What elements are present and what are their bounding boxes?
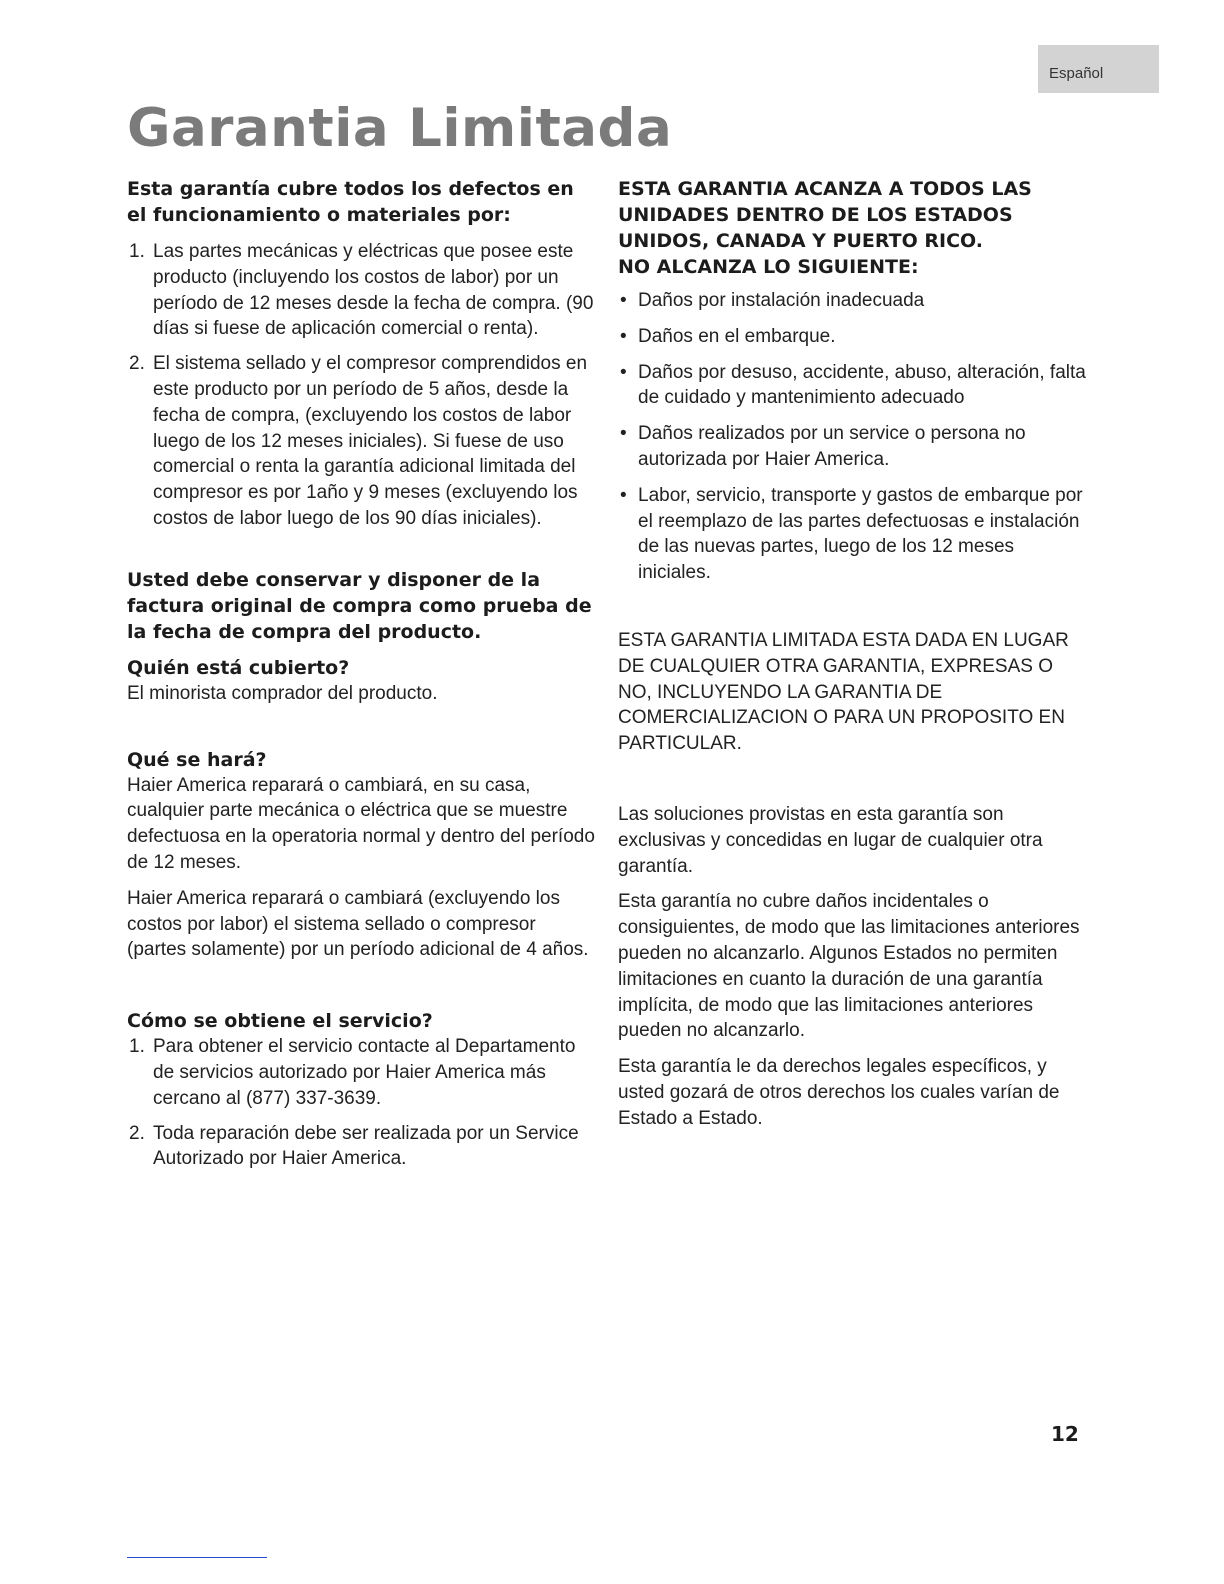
page-title: Garantia Limitada: [127, 98, 673, 159]
list-item: [618, 421, 1088, 473]
list-item: [127, 351, 597, 532]
list-text: Daños realizados por un service o persona no autorizada por Haier America.: [638, 423, 1026, 470]
exclusions-list: [618, 288, 1088, 586]
list-item: [127, 1121, 597, 1173]
coverage-heading: Esta garantía cubre todos los defectos en el funcionamiento o materiales por:: [127, 178, 574, 226]
bullet-icon: •: [620, 361, 627, 383]
done-paragraph-2: Haier America reparará o cambiará (excluyendo los costos por labor) el sistema sellado o compresor (partes solamente) por un período adicional de 4 años.: [127, 887, 589, 961]
covered-heading: Quién está cubierto?: [127, 656, 350, 679]
coverage-list: [127, 239, 597, 532]
list-text: Daños por desuso, accidente, abuso, alteración, falta de cuidado y mantenimiento adecuado: [638, 361, 1086, 409]
list-number: 1.: [129, 1036, 145, 1058]
list-item: [127, 239, 597, 342]
service-heading: Cómo se obtiene el servicio?: [127, 1010, 433, 1033]
done-paragraph-1: Haier America reparará o cambiará, en su casa, cualquier parte mecánica o eléctrica que se muestre defectuosa en la operatoria normal y dentro del período de 12 meses.: [127, 774, 595, 873]
list-item: [618, 360, 1088, 412]
receipt-heading: Usted debe conservar y disponer de la factura original de compra como prueba de la fecha de compra del producto.: [127, 568, 592, 643]
list-text: Daños por instalación inadecuada: [638, 290, 925, 311]
done-heading: Qué se hará?: [127, 748, 267, 771]
list-text: Daños en el embarque.: [638, 325, 836, 347]
list-text: Toda reparación debe ser realizada por un Service Autorizado por Haier America.: [153, 1122, 579, 1170]
left-column: [127, 176, 597, 1172]
incidental-paragraph: Esta garantía no cubre daños incidentales o consiguientes, de modo que las limitaciones anteriores pueden no alcanzarlo. Algunos Estados no permiten limitaciones en cuanto la duración de una garantía implícita, de modo que las limitaciones anteriores pueden no alcanzarlo.: [618, 891, 1080, 1042]
exclusions-heading: NO ALCANZA LO SIGUIENTE:: [618, 256, 919, 278]
bullet-icon: •: [620, 290, 627, 311]
list-text: Labor, servicio, transporte y gastos de embarque por el reemplazo de las partes defectuosas e instalación de las nuevas partes, luego de los 12 meses iniciales.: [638, 484, 1083, 584]
service-list: [127, 1034, 597, 1172]
list-text: El sistema sellado y el compresor comprendidos en este producto por un período de 5 años, desde la fecha de compra, (excluyendo los costos de labor luego de los 12 meses iniciales). Si fuese de uso comercial o renta la garantía adicional limitada del compresor es por 1año y 9 meses (excluyendo los costos de labor luego de los 90 días iniciales).: [153, 353, 588, 529]
list-item: [618, 483, 1088, 586]
language-tab: Español: [1038, 45, 1159, 93]
list-number: 2.: [129, 1122, 145, 1144]
scope-heading: ESTA GARANTIA ACANZA A TODOS LAS UNIDADES DENTRO DE LOS ESTADOS UNIDOS, CANADA Y PUERTO RICO.: [618, 178, 1032, 252]
list-text: Para obtener el servicio contacte al Departamento de servicios autorizado por Haier America más cercano al (877) 337-3639.: [153, 1036, 576, 1109]
list-number: 2.: [129, 353, 145, 375]
solutions-paragraph: Las soluciones provistas en esta garantía son exclusivas y concedidas en lugar de cualquier otra garantía.: [618, 803, 1043, 877]
bullet-icon: •: [620, 325, 627, 347]
list-item: [127, 1034, 597, 1111]
list-number: 1.: [129, 241, 145, 262]
right-column: [618, 176, 1088, 1132]
disclaimer-text: ESTA GARANTIA LIMITADA ESTA DADA EN LUGAR DE CUALQUIER OTRA GARANTIA, EXPRESAS O NO, INCLUYENDO LA GARANTIA DE COMERCIALIZACION O PARA UN PROPOSITO EN PARTICULAR.: [618, 629, 1069, 755]
page-number: 12: [1051, 1422, 1079, 1446]
list-text: Las partes mecánicas y eléctricas que posee este producto (incluyendo los costos de labor) por un período de 12 meses desde la fecha de compra. (90 días si fuese de aplicación comercial o renta).: [153, 241, 594, 340]
rights-paragraph: Esta garantía le da derechos legales específicos, y usted gozará de otros derechos los cuales varían de Estado a Estado.: [618, 1056, 1060, 1129]
bullet-icon: •: [620, 484, 627, 506]
bullet-icon: •: [620, 423, 627, 445]
footer-divider: [127, 1557, 267, 1558]
covered-text: El minorista comprador del producto.: [127, 682, 438, 704]
list-item: [618, 324, 1088, 350]
list-item: [618, 288, 1088, 314]
